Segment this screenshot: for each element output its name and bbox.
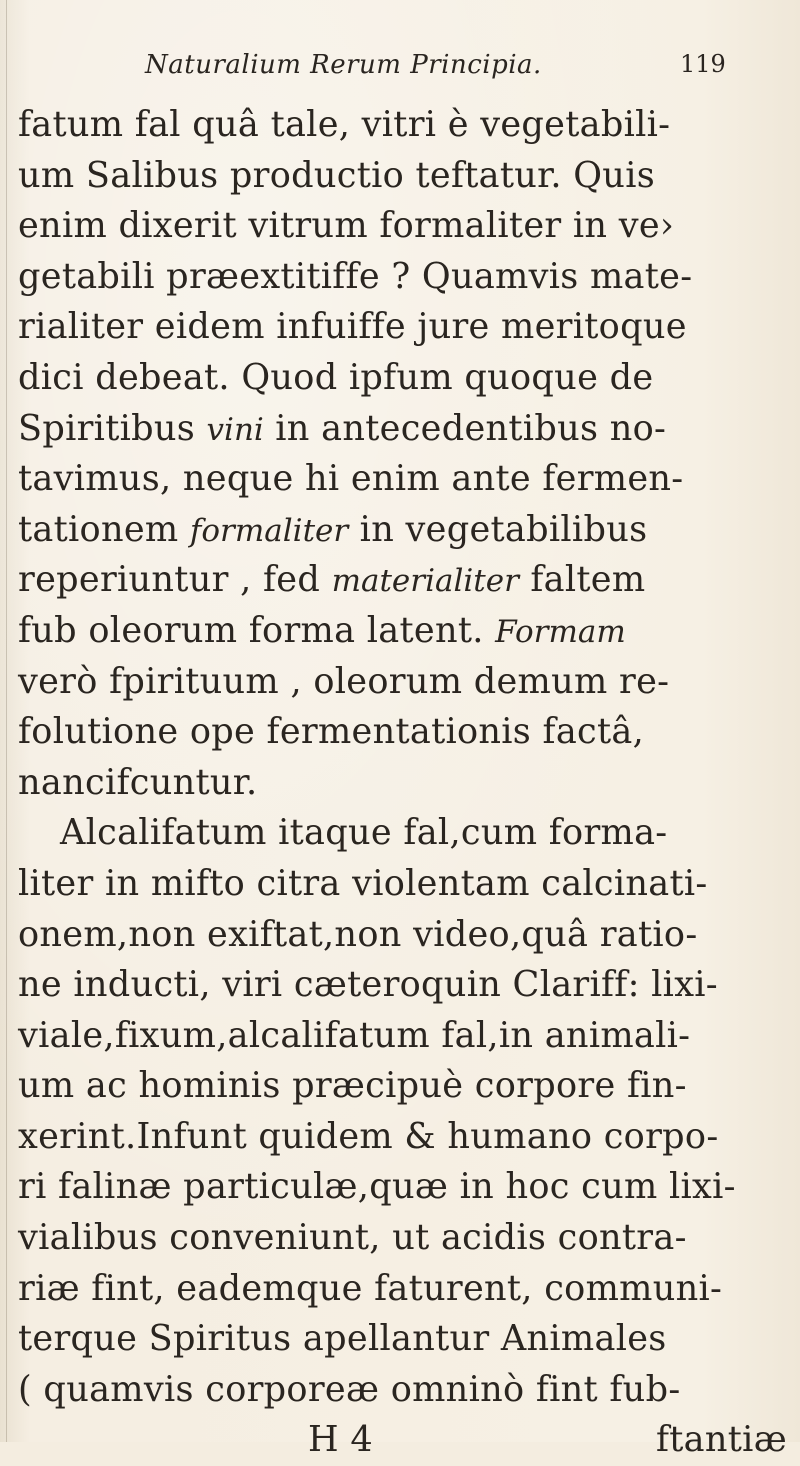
body-text: [18, 100, 800, 1466]
page-number: 119: [680, 50, 726, 78]
text-line: [18, 252, 800, 303]
text-run: enim dixerit vitrum formaliter in ve›: [18, 205, 675, 247]
text-line: [18, 606, 800, 657]
catchword: ftantiæ: [656, 1419, 787, 1461]
text-run: Spiritibus: [18, 407, 207, 449]
text-line: [18, 1162, 800, 1213]
text-line: [18, 1314, 800, 1365]
text-run: liter in mifto citra violentam calcinati-: [18, 862, 708, 904]
text-line: [18, 505, 800, 556]
signature-line: [18, 1415, 800, 1466]
text-run: ne inducti, viri cæteroquin Clariff: lixi-: [18, 964, 718, 1006]
text-run: viale,fixum,alcalifatum fal,in animali-: [18, 1014, 691, 1056]
text-line: [18, 910, 800, 961]
text-line: [18, 201, 800, 252]
text-line: [18, 454, 800, 505]
text-run: in vegetabilibus: [348, 508, 648, 550]
text-run: verò fpirituum , oleorum demum re-: [18, 660, 670, 702]
text-line: [18, 151, 800, 202]
text-run: dici debeat. Quod ipfum quoque de: [18, 356, 654, 398]
text-line: [18, 707, 800, 758]
italic-text: Formam: [495, 613, 626, 650]
text-run: riæ fint, eademque faturent, communi-: [18, 1267, 723, 1309]
text-line: [18, 859, 800, 910]
text-line: [18, 1011, 800, 1062]
text-run: rialiter eidem infuiffe jure meritoque: [18, 306, 687, 348]
text-run: getabili præextitiffe ? Quamvis mate-: [18, 255, 693, 297]
italic-text: vini: [206, 411, 264, 448]
text-line: [18, 960, 800, 1011]
text-line: [18, 1365, 800, 1416]
text-run: um ac hominis præcipuè corpore fin-: [18, 1065, 687, 1107]
text-line: [18, 302, 800, 353]
running-head: Naturalium Rerum Principia.: [145, 50, 542, 80]
text-line: [18, 1112, 800, 1163]
text-run: xerint.Infunt quidem & humano corpo-: [18, 1115, 719, 1157]
text-run: ( quamvis corporeæ omninò fint fub-: [18, 1368, 681, 1410]
text-run: terque Spiritus apellantur Animales: [18, 1318, 667, 1360]
text-run: vialibus conveniunt, ut acidis contra-: [18, 1217, 687, 1259]
text-run: tavimus, neque hi enim ante fermen-: [18, 458, 684, 500]
text-run: faltem: [518, 559, 646, 601]
text-line: [18, 1061, 800, 1112]
text-run: reperiuntur , fed: [18, 559, 332, 601]
text-run: nancifcuntur.: [18, 761, 258, 803]
text-line: [18, 555, 800, 606]
text-run: tationem: [18, 508, 190, 550]
text-run: folutione ope fermentationis factâ,: [18, 711, 645, 753]
text-line: [18, 353, 800, 404]
signature-mark: H 4: [308, 1419, 373, 1461]
text-run: fub oleorum forma latent.: [18, 609, 496, 651]
text-line: [18, 808, 800, 859]
text-line: [18, 404, 800, 455]
text-line: [18, 100, 800, 151]
text-line: [18, 1213, 800, 1264]
text-run: onem,non exiftat,non video,quâ ratio-: [18, 913, 698, 955]
text-line: [18, 657, 800, 708]
text-line: [18, 758, 800, 809]
text-run: fatum fal quâ tale, vitri è vegetabili-: [18, 104, 671, 145]
text-run: ri falinæ particulæ,quæ in hoc cum lixi-: [18, 1166, 736, 1208]
italic-text: formaliter: [189, 512, 349, 549]
italic-text: materialiter: [331, 563, 519, 600]
page-edge-line: [6, 0, 7, 1442]
text-run: in antecedentibus no-: [263, 407, 667, 449]
text-run: Alcalifatum itaque fal,cum forma-: [60, 812, 668, 854]
text-run: um Salibus productio teftatur. Quis: [18, 154, 656, 196]
text-line: [18, 1264, 800, 1315]
